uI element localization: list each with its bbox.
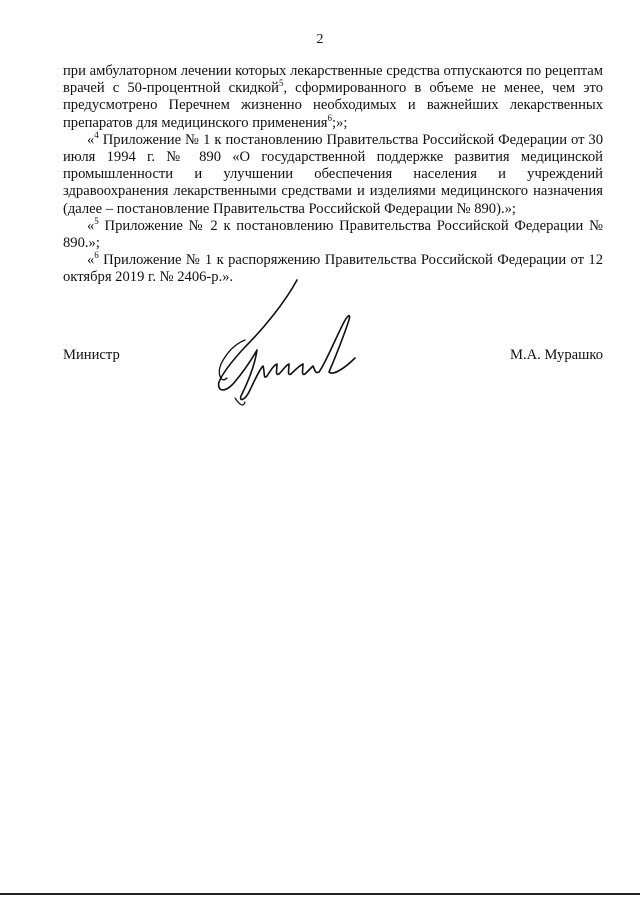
footnote-ref: 6: [94, 250, 99, 261]
paragraph-continuation: [63, 63, 603, 132]
footnote-ref: 6: [327, 112, 332, 123]
quote-mark: «: [87, 252, 95, 269]
paragraph-text: Приложение № 1 к распоряжению Правительства Российской Федерации от 12 октября 2019 г. № 2406-р.».: [63, 252, 603, 286]
footnote-ref: 5: [94, 215, 99, 226]
signature-row: [63, 347, 603, 364]
paragraph-text: при амбулаторном лечении которых лекарственные средства отпускаются по рецептам врачей с 50-процентной скидкой: [63, 63, 603, 97]
paragraph-text: ;»;: [331, 114, 348, 131]
paragraph-text: Приложение № 2 к постановлению Правительства Российской Федерации № 890.»;: [63, 217, 603, 252]
signatory-name: М.А. Мурашко: [509, 347, 603, 363]
document-body: [63, 63, 603, 287]
footnote-paragraph-5: [63, 215, 603, 252]
page-number: 2: [316, 32, 324, 47]
scan-edge-line: [0, 893, 640, 895]
footnote-ref: 5: [278, 78, 284, 89]
handwritten-signature: [205, 272, 365, 412]
footnote-ref: 4: [94, 129, 99, 140]
footnote-paragraph-4: [63, 129, 603, 218]
paragraph-text: , сформированного в объеме не менее, чем это предусмотрено Перечнем жизненно необходимых и важнейших лекарственных препаратов для медицинского применения: [63, 80, 603, 131]
paragraph-text: Приложение № 1 к постановлению Правительства Российской Федерации от 30 июля 1994 г. № 890 «О государственной поддержке развития медицинской промышленности и улучшении обеспечения населения и учреждений здравоохранения лекарственными средствами и изделиями медицинского назначения (далее – постановление Правительства Российской Федерации № 890).»;: [63, 131, 603, 217]
quote-mark: «: [87, 131, 95, 148]
quote-mark: «: [87, 217, 95, 234]
signatory-title: Министр: [63, 347, 120, 363]
